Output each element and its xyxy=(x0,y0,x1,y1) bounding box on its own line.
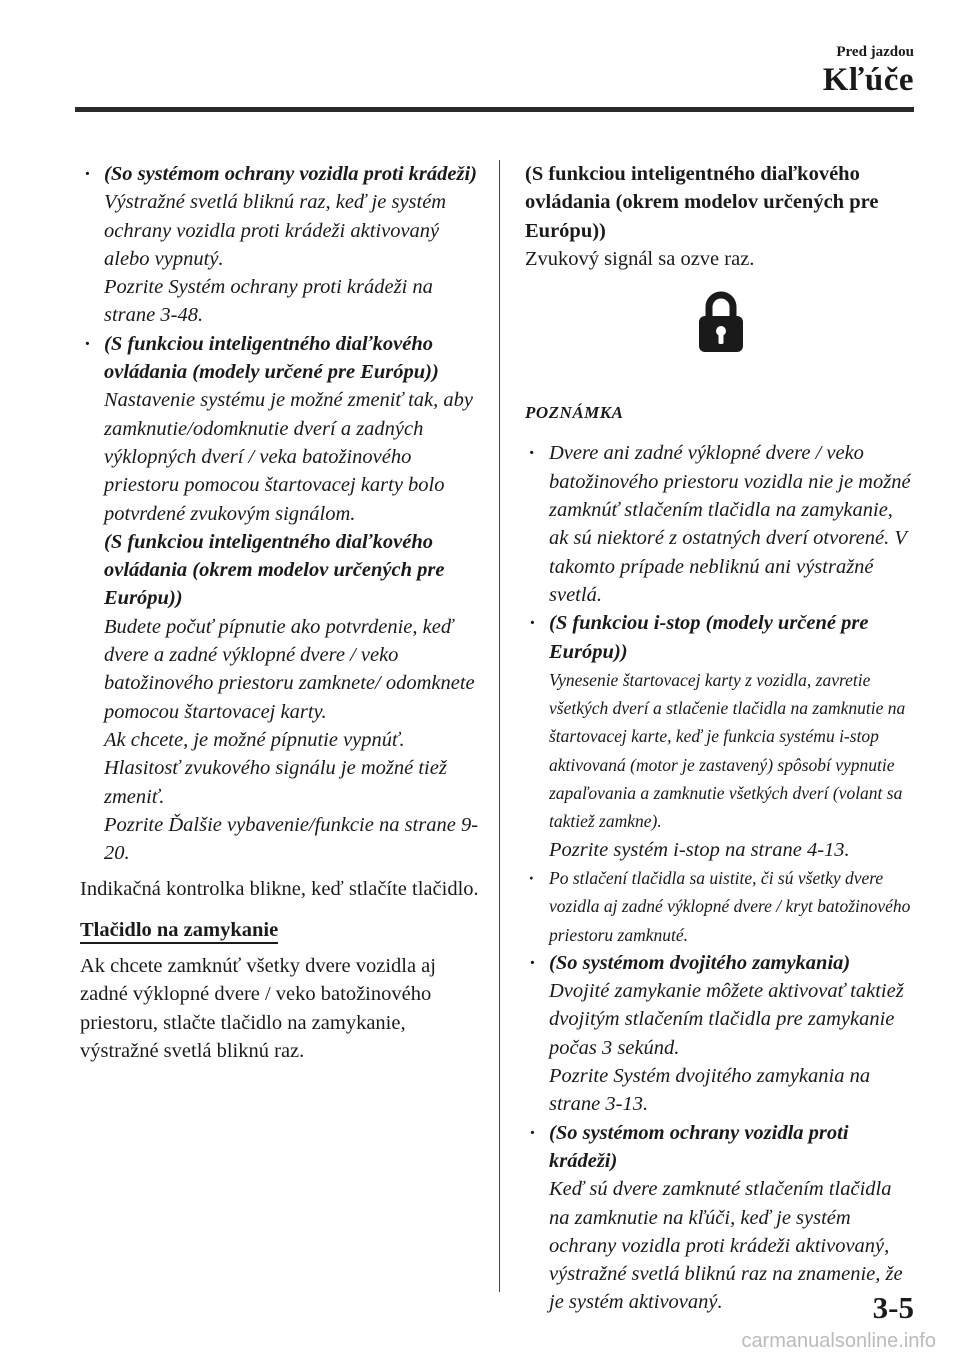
bullet-title: · (S funkciou inteligentného diaľkového ovládania (modely určené pre Európu)) xyxy=(104,332,439,384)
note-text: Vynesenie štartovacej karty z vozidla, zavretie všetkých dverí a stlačenie tlačidla na zamknutie na štartovacej karte, keď je funkcia systému i-stop aktivovaná (motor je zastavený) spôsobí vypnutie zapaľovania a zamknutie všetkých dverí (volant sa taktiež zamkne). xyxy=(549,669,906,832)
column-divider xyxy=(499,160,500,1292)
sub-text: Budete počuť pípnutie ako potvrdenie, keď dvere a zadné výklopné dvere / veko batožinového priestoru zamknete/ odomknete pomocou štartovacej karty. xyxy=(104,615,475,723)
note-reference: Pozrite systém i-stop na strane 4-13. xyxy=(549,838,850,861)
page-number: 3-5 xyxy=(872,1290,914,1325)
sub-text: Hlasitosť zvukového signálu je možné tiež zmeniť. xyxy=(104,757,447,808)
note-text: Keď sú dvere zamknuté stlačením tlačidla na zamknutie na kľúči, keď je systém ochrany vozidla proti krádeži aktivovaný, výstražné svetlá bliknú raz na znamenie, že je systém aktivovaný. xyxy=(549,1178,903,1314)
note-item-double-lock xyxy=(525,949,917,1119)
bullet-reference: Pozrite Systém ochrany proti krádeži na strane 3-48. xyxy=(104,276,433,327)
note-title: · (So systémom ochrany vozidla proti krádeži) xyxy=(549,1121,849,1172)
header-section: Pred jazdou xyxy=(836,44,914,60)
indicator-paragraph: Indikačná kontrolka blikne, keď stlačíte tlačidlo. xyxy=(80,878,479,901)
note-item-doors-open: · Dvere ani zadné výklopné dvere / veko batožinového priestoru vozidla nie je možné zamknúť stlačením tlačidla na zamykanie, ak sú niektoré z ostatných dverí otvorené. V takomto prípade nebliknú ani výstražné svetlá. xyxy=(525,439,917,609)
note-item-i-stop xyxy=(525,609,917,864)
bullet-title: · (So systémom ochrany vozidla proti krádeži) xyxy=(104,163,477,185)
bullet-text: Nastavenie systému je možné zmeniť tak, aby zamknutie/odomknutie dverí a zadných výklopných dverí / veka batožinového priestoru pomocou štartovacej karty bolo potvrdené zvukovým signálom. xyxy=(104,389,473,525)
right-column xyxy=(525,160,917,1317)
note-label: POZNÁMKA xyxy=(525,403,624,423)
header-rule xyxy=(75,107,914,112)
lock-button-heading: Tlačidlo na zamykanie xyxy=(80,918,278,944)
left-column xyxy=(80,160,480,1065)
note-item-anti-theft xyxy=(525,1119,917,1317)
note-text: Dvojité zamykanie môžete aktivovať taktiež dvojitým stlačením tlačidla pre zamykanie počas 3 sekúnd. xyxy=(549,980,904,1059)
note-title: · (S funkciou i-stop (modely určené pre Európu)) xyxy=(549,612,869,663)
note-item-verify-locked: · Po stlačení tlačidla sa uistite, či sú všetky dvere vozidla aj zadné výklopné dvere / kryt batožinového priestoru zamknuté. xyxy=(525,864,917,949)
sub-text: Ak chcete, je možné pípnutie vypnúť. xyxy=(104,728,405,751)
sub-reference: Pozrite Ďalšie vybavenie/funkcie na strane 9-20. xyxy=(104,813,479,865)
padlock-icon xyxy=(695,287,747,363)
note-reference: Pozrite Systém dvojitého zamykania na strane 3-13. xyxy=(549,1065,871,1116)
page-title: Kľúče xyxy=(822,62,914,98)
sub-title: (S funkciou inteligentného diaľkového ovládania (okrem modelov určených pre Európu)) xyxy=(104,530,445,610)
smart-keyless-title: (S funkciou inteligentného diaľkového ovládania (okrem modelov určených pre Európu)) xyxy=(525,163,879,242)
bullet-anti-theft xyxy=(80,160,480,330)
lock-button-paragraph: Ak chcete zamknúť všetky dvere vozidla aj zadné výklopné dvere / veko batožinového priestoru, stlačte tlačidlo na zamykanie, výstražné svetlá bliknú raz. xyxy=(80,955,436,1062)
bullet-smart-keyless xyxy=(80,330,480,868)
beep-text: Zvukový signál sa ozve raz. xyxy=(525,247,755,270)
watermark: carmanualsonline.info xyxy=(741,1330,936,1352)
bullet-text: Výstražné svetlá bliknú raz, keď je systém ochrany vozidla proti krádeži aktivovaný alebo vypnutý. xyxy=(104,191,447,270)
note-title: · (So systémom dvojitého zamykania) xyxy=(549,951,851,974)
